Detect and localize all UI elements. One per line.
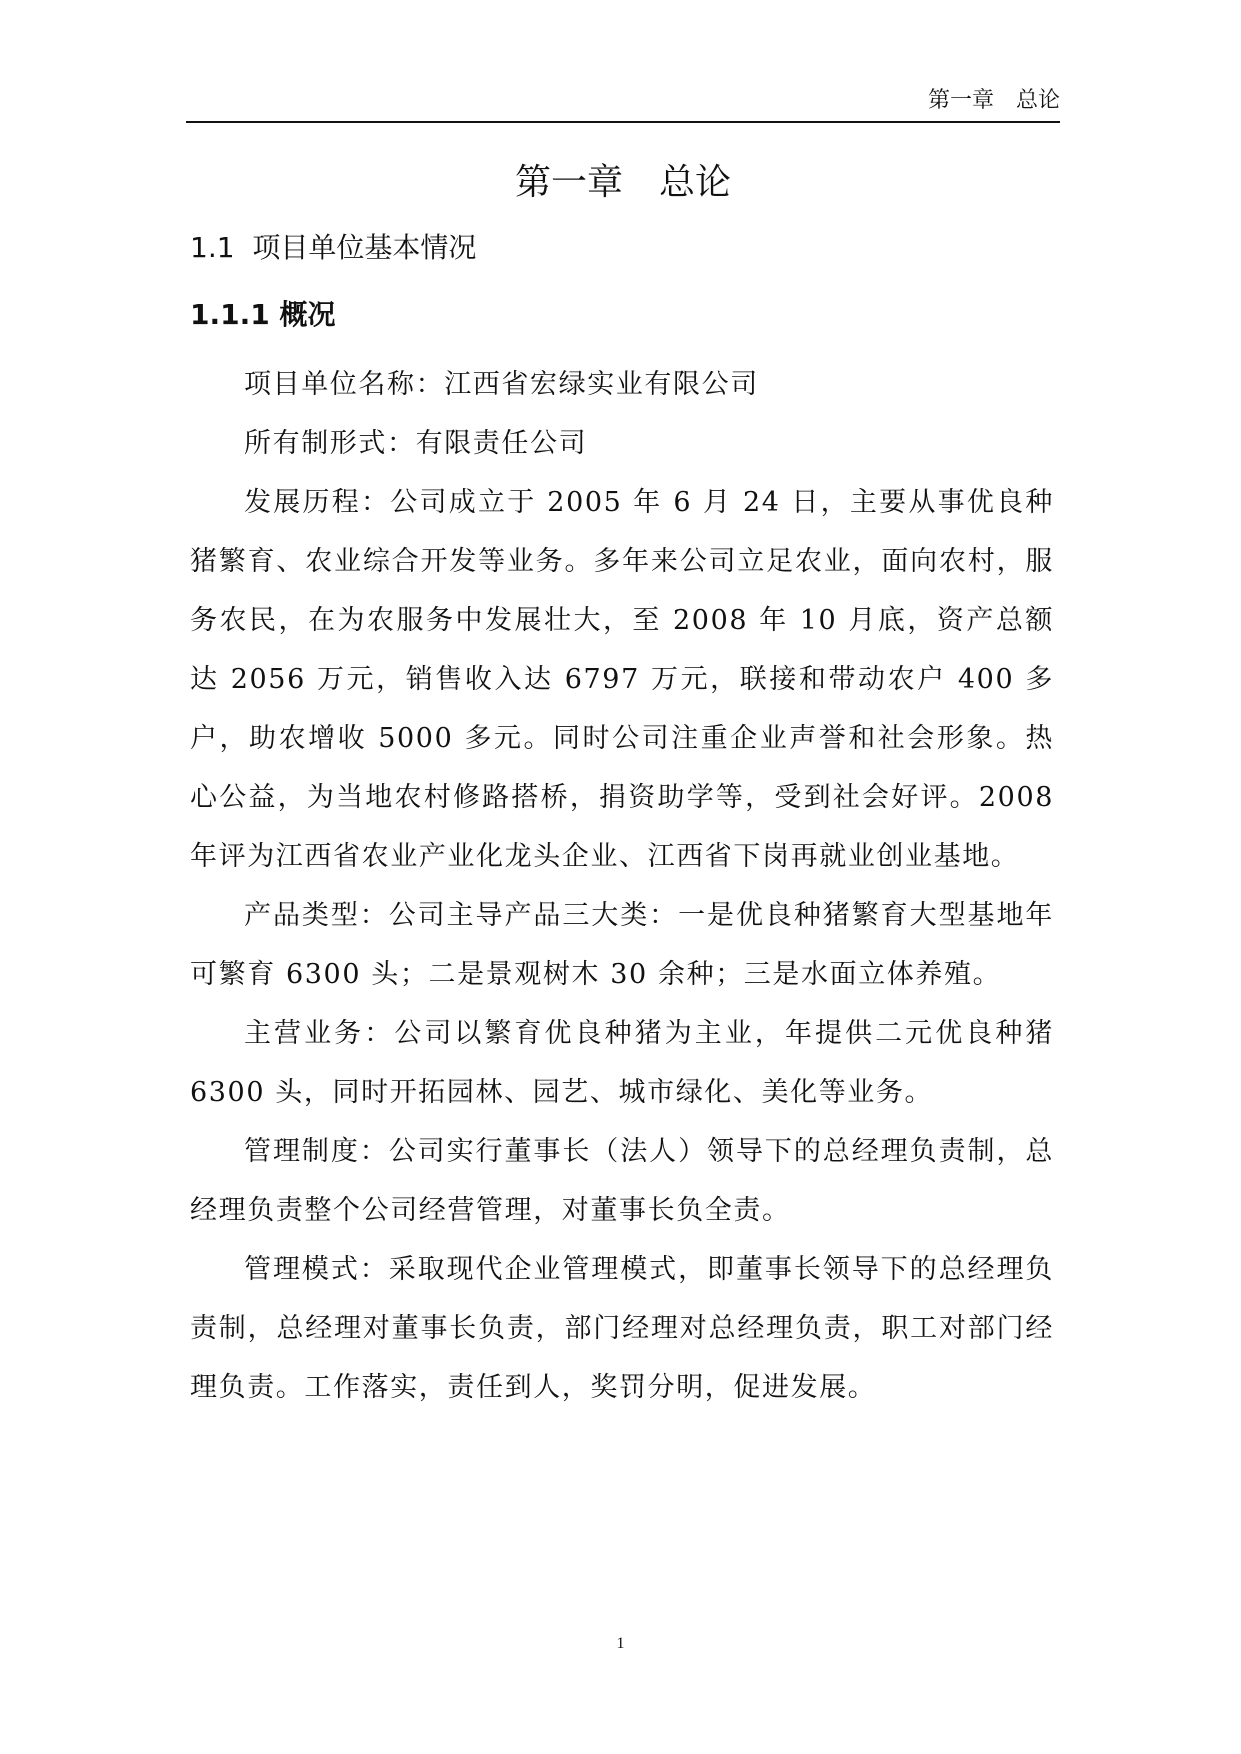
- paragraph-management-system: 管理制度：公司实行董事长（法人）领导下的总经理负责制，总经理负责整个公司经营管理，对董事长负全责。: [190, 1136, 1054, 1226]
- chapter-title: 第一章 总论: [514, 162, 731, 203]
- paragraph-history: 发展历程：公司成立于 2005 年 6 月 24 日，主要从事优良种猪繁育、农业综合开发等业务。多年来公司立足农业，面向农村，服务农民，在为农服务中发展壮大，至 2008 年 10 月底，资产总额达 2056 万元，销售收入达 6797 万元，联接和带动农户 400 多户，助农增收 5000 多元。同时公司注重企业声誉和社会形象。热心公益，为当地农村修路搭桥，捐资助学等，受到社会好评。2008 年评为江西省农业产业化龙头企业、江西省下岗再就业创业基地。: [190, 487, 1054, 872]
- page-number: 1: [616, 1635, 625, 1652]
- body-text: [190, 355, 1054, 1417]
- header-rule: [186, 121, 1060, 123]
- subsection-heading: 1.1.1 概况: [190, 298, 336, 331]
- paragraph-main-business: 主营业务：公司以繁育优良种猪为主业，年提供二元优良种猪 6300 头，同时开拓园林、园艺、城市绿化、美化等业务。: [190, 1018, 1054, 1108]
- paragraph-unit-name: 项目单位名称：江西省宏绿实业有限公司: [244, 369, 759, 400]
- paragraph-products: 产品类型：公司主导产品三大类：一是优良种猪繁育大型基地年可繁育 6300 头；二是景观树木 30 余种；三是水面立体养殖。: [190, 900, 1054, 990]
- paragraph-management-mode: 管理模式：采取现代企业管理模式，即董事长领导下的总经理负责制，总经理对董事长负责，部门经理对总经理负责，职工对部门经理负责。工作落实，责任到人，奖罚分明，促进发展。: [190, 1254, 1054, 1403]
- running-header: 第一章 总论: [927, 88, 1060, 113]
- section-heading: 1.1 项目单位基本情况: [190, 231, 477, 264]
- paragraph-ownership: 所有制形式：有限责任公司: [244, 428, 588, 459]
